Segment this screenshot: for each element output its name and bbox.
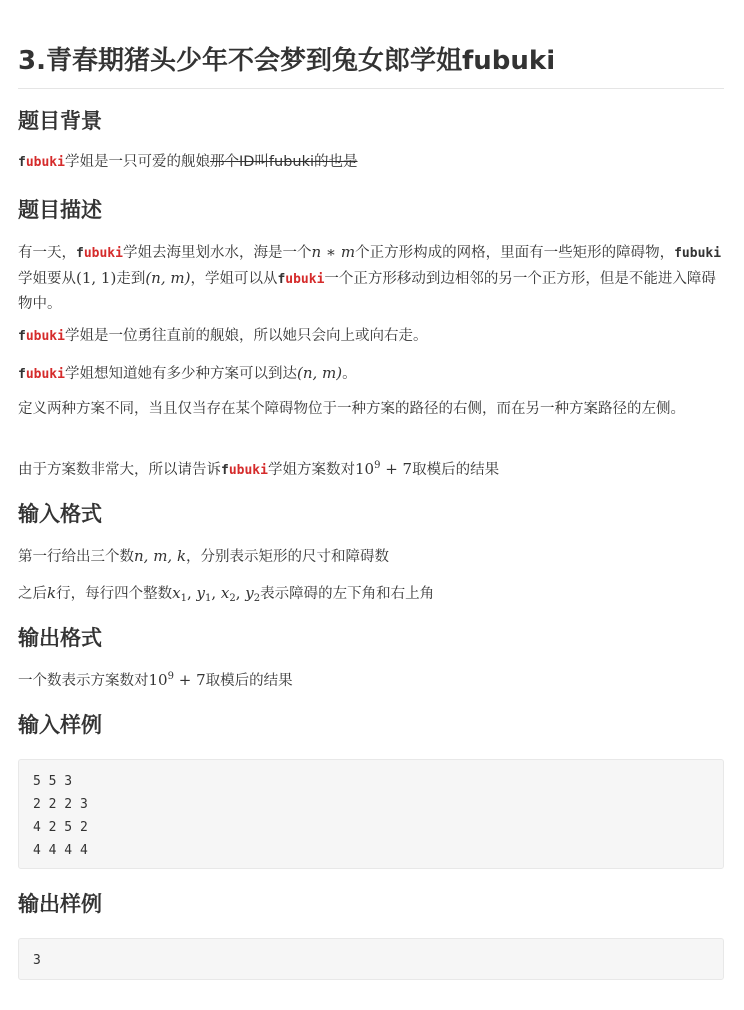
- fubuki-name: fubuki: [674, 246, 722, 261]
- heading-input-format: 输入格式: [18, 502, 102, 526]
- description-paragraph-2: fubuki学姐是一位勇往直前的舰娘，所以她只会向上或向右走。: [18, 328, 428, 344]
- heading-sample-input: 输入样例: [18, 713, 102, 737]
- fubuki-name-red: ubuki: [25, 155, 65, 170]
- description-paragraph-1: 有一天，fubuki学姐去海里划水水，海是一个n ∗ m个正方形构成的网格，里面有一些矩形的障碍物，fubuki学姐要从(1, 1)走到(n, m)，学姐可以从fubuki一个正方形移动到边相邻的另一个正方形，但是不能进入障碍物中。: [18, 243, 722, 312]
- background-text: fubuki学姐是一只可爱的舰娘那个ID叫fubuki的也是: [18, 154, 358, 170]
- math-n-times-m: n ∗ m: [311, 243, 356, 261]
- input-format-line-1: 第一行给出三个数n, m, k，分别表示矩形的尺寸和障碍数: [18, 547, 390, 565]
- heading-output-format: 输出格式: [18, 626, 102, 650]
- page-title: 3.青春期猪头少年不会梦到兔女郎学姐fubuki: [18, 0, 724, 89]
- math-target: (n, m): [296, 364, 343, 382]
- description-paragraph-3: fubuki学姐想知道她有多少种方案可以到达(n, m)。: [18, 364, 357, 382]
- description-paragraph-4: 定义两种方案不同，当且仅当存在某个障碍物位于一种方案的路径的右侧，而在另一种方案路径的左侧。: [18, 401, 685, 417]
- math-nmk: n, m, k: [134, 547, 187, 565]
- math-end: (n, m): [145, 269, 191, 287]
- strikethrough-text: 那个ID叫fubuki的也是: [209, 154, 358, 170]
- sample-input-code: 5 5 3 2 2 2 3 4 2 5 2 4 4 4 4: [18, 759, 724, 869]
- description-paragraph-5: 由于方案数非常大，所以请告诉fubuki学姐方案数对$10^9 + 7$取模后的结果: [18, 460, 500, 478]
- fubuki-name-red: ubuki: [25, 329, 65, 344]
- math-start: (1, 1): [76, 269, 117, 287]
- fubuki-name-red: ubuki: [25, 367, 65, 382]
- fubuki-name-f: f: [18, 155, 26, 170]
- sample-output-code: 3: [18, 938, 724, 980]
- input-format-line-2: 之后k行，每行四个整数$x_1$, $y_1$, $x_2$, $y_2$表示障碍的左下角和右上角: [18, 584, 435, 604]
- output-format-line: 一个数表示方案数对$10^9 + 7$取模后的结果: [18, 671, 293, 689]
- heading-sample-output: 输出样例: [18, 892, 102, 916]
- heading-background: 题目背景: [18, 109, 102, 133]
- fubuki-name-red: ubuki: [83, 246, 123, 261]
- heading-description: 题目描述: [18, 198, 102, 222]
- fubuki-name-red: ubuki: [285, 272, 325, 287]
- fubuki-name-red: ubuki: [228, 463, 268, 478]
